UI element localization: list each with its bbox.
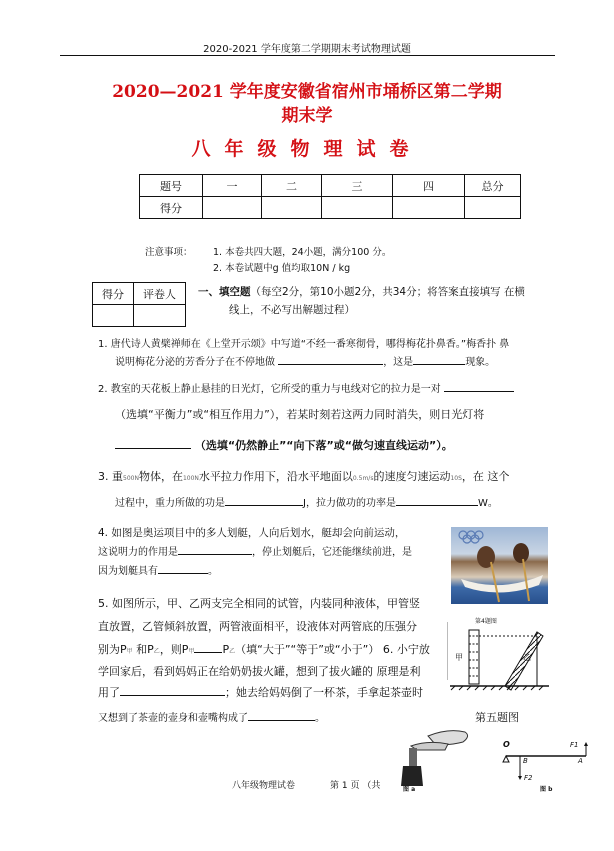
answer-blank[interactable] (444, 380, 514, 392)
q1-line1: 1. 唐代诗人黄檗禅师在《上堂开示颂》中写道“不经一番寒彻骨，哪得梅花扑鼻香。”梅香扑 鼻 (98, 339, 510, 350)
q1-line2: 说明梅花分泌的芳香分子在不停地做 ，这是 现象。 (115, 353, 495, 368)
q4-line3: 因为划艇具有 。 (98, 562, 218, 577)
figure-b (500, 740, 590, 796)
force-f1-label: F1 (570, 741, 579, 749)
notes-label: 注意事项： (145, 247, 193, 258)
answer-blank[interactable] (248, 709, 315, 721)
grader-box (92, 282, 186, 327)
point-o-label: O (503, 740, 510, 749)
point-b-label: B (523, 757, 528, 765)
score-header: 四 (393, 175, 465, 197)
q2-line1: 2. 教室的天花板上静止悬挂的日光灯，它所受的重力与电线对它的拉力是一对 (98, 380, 514, 395)
point-a-label: A (578, 757, 583, 765)
section-heading: 一、填空题（每空2分，第10小题2分，共34分；将答案直接填写 在横 (198, 286, 525, 298)
q3-line1: 3. 重500N物体，在100N水平拉力作用下，沿水平地面以0.5m/s的速度匀速运动10S，在 这个 (98, 470, 510, 483)
tube-jia-label: 甲 (455, 653, 463, 662)
tube-yi-label: 乙 (523, 653, 531, 662)
footer-name: 八年级物理试卷 (232, 781, 296, 791)
subject-title: 八年级物理试卷 (191, 138, 423, 160)
grader-header: 评卷人 (134, 283, 186, 305)
score-cell (465, 197, 521, 219)
grader-cell (134, 305, 186, 327)
figure-a (393, 728, 473, 792)
q6-line2: 用了 ；她去给妈妈倒了一杯茶，手拿起茶壶时 (98, 686, 423, 699)
figure5-caption: 第五题图 (475, 711, 519, 724)
score-cell (203, 197, 262, 219)
exam-title-line1: 2020—2021 学年度安徽省宿州市埇桥区第二学期 (112, 82, 502, 102)
answer-blank[interactable] (194, 641, 222, 653)
grader-cell (93, 305, 134, 327)
score-header: 总分 (465, 175, 521, 197)
score-cell (393, 197, 465, 219)
score-header: 二 (262, 175, 322, 197)
score-header: 一 (203, 175, 262, 197)
grader-header: 得分 (93, 283, 134, 305)
answer-blank[interactable] (178, 543, 252, 555)
q6-line1: 学回家后，看到妈妈正在给奶奶拔火罐，想到了拔火罐的 原理是利 (98, 665, 421, 678)
figure-label: 第4题图 (475, 618, 497, 625)
rowing-image-icon (451, 527, 548, 604)
q2-line2: （选填“平衡力”或“相互作用力”），若某时刻若这两力同时消失，则日光灯将 (115, 408, 485, 421)
score-table (139, 174, 521, 219)
note-item: 1. 本卷共四大题，24小题，满分100 分。 (213, 247, 392, 258)
rowing-photo (451, 527, 548, 604)
score-header: 三 (322, 175, 393, 197)
hand-bottle-icon (393, 728, 473, 792)
score-row-label: 得分 (140, 197, 203, 219)
q2-line3: （选填“仍然静止”“向下落”或“做匀速直线运动”）。 (115, 437, 453, 453)
q5-line1: 5. 如图所示，甲、乙两支完全相同的试管，内装同种液体，甲管竖 (98, 597, 420, 610)
running-header: 2020-2021 学年度第二学期期末考试物理试题 (203, 44, 411, 55)
answer-blank[interactable] (225, 494, 303, 506)
score-cell (262, 197, 322, 219)
exam-title-line2: 期末学 (281, 106, 333, 126)
note-item: 2. 本卷试题中g 值均取10N / kg (213, 263, 351, 274)
section-desc: 线上，不必写出解题过程） (229, 304, 355, 316)
score-cell (322, 197, 393, 219)
footer-page: 第 1 页 （共 (330, 781, 381, 791)
force-f2-label: F2 (524, 774, 533, 782)
header-divider (60, 55, 555, 56)
answer-blank[interactable] (120, 684, 225, 696)
q6-line3: 又想到了茶壶的壶身和壶嘴构成了 。 (98, 709, 325, 724)
q4-line1: 4. 如图是奥运项目中的多人划艇，人向后划水，艇却会向前运动， (98, 527, 406, 539)
q5-line2: 直放置，乙管倾斜放置，两管液面相平，设液体对两管底的压强分 (98, 620, 417, 633)
answer-blank[interactable] (396, 494, 478, 506)
answer-blank[interactable] (115, 437, 191, 449)
score-header: 题号 (140, 175, 203, 197)
q3-line2: 过程中，重力所做的功是 J，拉力做功的功率是 W。 (115, 494, 498, 509)
q4-line2: 这说明力的作用是 ，停止划艇后，它还能继续前进，是 (98, 543, 412, 558)
figure-b-caption: 图 b (540, 786, 553, 793)
q5-line3: 别为P甲 和P乙，则P甲 P乙（填“大于”“等于”或“小于”） 6. 小宁放 (98, 643, 430, 656)
answer-blank[interactable] (158, 562, 208, 574)
figure-a-caption: 图 a (403, 786, 416, 793)
answer-blank[interactable] (413, 353, 465, 365)
test-tube-figure (445, 616, 551, 694)
answer-blank[interactable] (278, 353, 383, 365)
